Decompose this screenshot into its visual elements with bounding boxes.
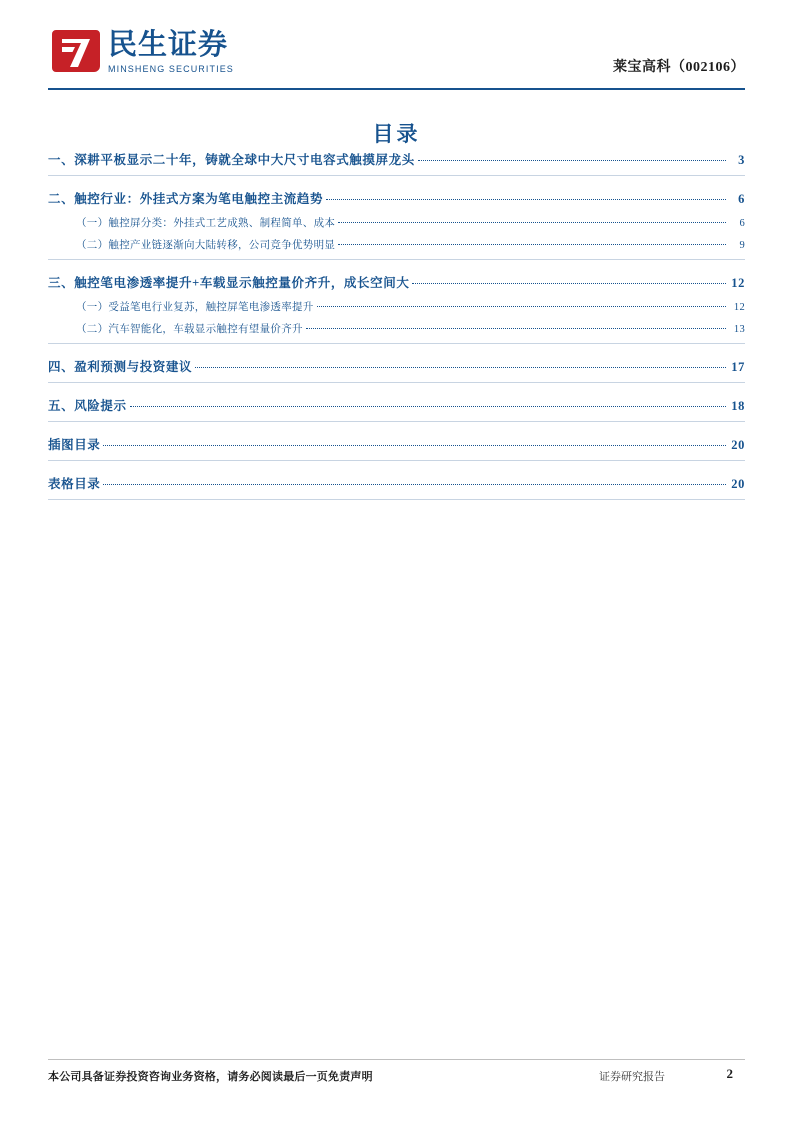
toc-leader-dots bbox=[103, 444, 726, 446]
toc-entry-level1[interactable] bbox=[48, 273, 745, 291]
toc-entry-page: 6 bbox=[739, 218, 745, 229]
toc-entry-page: 12 bbox=[733, 302, 745, 313]
brand-name-block bbox=[108, 26, 234, 75]
header-divider bbox=[48, 88, 745, 90]
toc-leader-dots bbox=[195, 366, 726, 368]
toc-entry-level2[interactable] bbox=[48, 299, 745, 314]
page-header bbox=[48, 26, 745, 88]
table-of-contents bbox=[48, 150, 745, 500]
toc-entry-page: 20 bbox=[731, 438, 745, 452]
toc-entry-label: 插图目录 bbox=[48, 438, 101, 452]
toc-entry-label: （一）触控屏分类：外挂式工艺成熟、制程简单、成本 bbox=[76, 218, 336, 229]
toc-entry-label: 表格目录 bbox=[48, 477, 101, 491]
footer-divider bbox=[48, 1059, 745, 1060]
toc-entry-page: 13 bbox=[733, 324, 745, 335]
brand-name-en: MINSHENG SECURITIES bbox=[108, 64, 234, 74]
brand-logo bbox=[48, 26, 234, 76]
report-company-code: 莱宝高科（002106） bbox=[613, 60, 745, 75]
footer-disclaimer: 本公司具备证券投资咨询业务资格，请务必阅读最后一页免责声明 bbox=[48, 1071, 373, 1083]
toc-leader-dots bbox=[306, 327, 726, 329]
toc-entry-page: 18 bbox=[731, 399, 745, 413]
toc-leader-dots bbox=[130, 405, 726, 407]
page-footer bbox=[48, 1068, 745, 1086]
toc-entry-tables[interactable] bbox=[48, 474, 745, 500]
toc-entry-label: 五、风险提示 bbox=[48, 399, 127, 413]
footer-doc-type: 证券研究报告 bbox=[599, 1071, 665, 1083]
toc-entry-label: （二）汽车智能化，车载显示触控有望量价齐升 bbox=[76, 324, 303, 335]
toc-entry-page: 12 bbox=[731, 276, 745, 290]
toc-entry-level2[interactable] bbox=[48, 321, 745, 336]
toc-subgroup bbox=[48, 299, 745, 344]
toc-leader-dots bbox=[338, 221, 726, 223]
toc-subgroup bbox=[48, 215, 745, 260]
toc-entry-level1[interactable] bbox=[48, 189, 745, 207]
toc-entry-label: （二）触控产业链逐渐向大陆转移，公司竞争优势明显 bbox=[76, 240, 336, 251]
toc-leader-dots bbox=[418, 159, 726, 161]
toc-leader-dots bbox=[103, 483, 726, 485]
toc-entry-page: 6 bbox=[738, 192, 745, 206]
toc-entry-level2[interactable] bbox=[48, 237, 745, 252]
toc-leader-dots bbox=[317, 305, 726, 307]
minsheng-logo-icon bbox=[48, 26, 102, 76]
toc-entry-figures[interactable] bbox=[48, 435, 745, 461]
toc-leader-dots bbox=[326, 198, 726, 200]
brand-name-cn: 民生证券 bbox=[108, 29, 229, 61]
toc-entry-level1[interactable] bbox=[48, 357, 745, 383]
toc-entry-label: （一）受益笔电行业复苏，触控屏笔电渗透率提升 bbox=[76, 302, 314, 313]
toc-entry-level1[interactable] bbox=[48, 396, 745, 422]
toc-leader-dots bbox=[338, 243, 726, 245]
toc-entry-level2[interactable] bbox=[48, 215, 745, 230]
toc-entry-label: 三、触控笔电渗透率提升+车载显示触控量价齐升，成长空间大 bbox=[48, 276, 410, 290]
footer-page-number: 2 bbox=[726, 1066, 733, 1081]
toc-leader-dots bbox=[412, 282, 726, 284]
toc-entry-label: 二、触控行业：外挂式方案为笔电触控主流趋势 bbox=[48, 192, 324, 206]
toc-entry-page: 9 bbox=[739, 240, 745, 251]
page-title: 目录 bbox=[372, 122, 421, 146]
toc-entry-label: 四、盈利预测与投资建议 bbox=[48, 360, 193, 374]
toc-entry-page: 3 bbox=[738, 153, 745, 167]
toc-entry-page: 20 bbox=[731, 477, 745, 491]
toc-entry-label: 一、深耕平板显示二十年，铸就全球中大尺寸电容式触摸屏龙头 bbox=[48, 153, 415, 167]
toc-entry-page: 17 bbox=[731, 360, 745, 374]
toc-entry-level1[interactable] bbox=[48, 150, 745, 176]
